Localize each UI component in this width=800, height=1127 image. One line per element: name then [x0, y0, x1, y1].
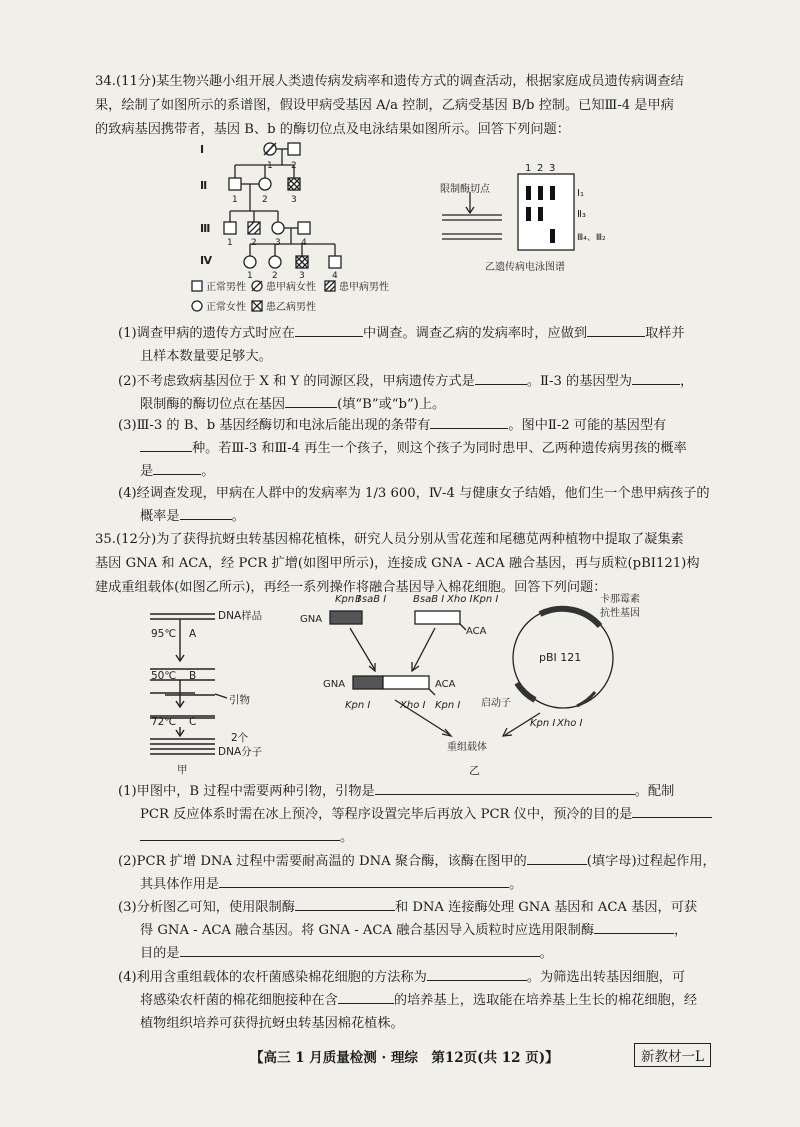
answer-blank[interactable]	[140, 826, 340, 841]
q34-intro: 34.(11分)某生物兴趣小组开展人类遗传病发病率和遗传方式的调查活动，根据家庭成员遗传病调查结 果，绘制了如图所示的系谱图，假设甲病受基因 A/a 控制，乙病受基因 B/b 控制。已知Ⅲ-4 是甲病 的致病基因携带者，基因 B、b 的酶切位点及电泳结果如图所示。回答下列问题：	[95, 74, 684, 137]
step-temp: 95℃	[151, 628, 177, 640]
answer-blank[interactable]	[295, 322, 363, 337]
svg-text:卡那霉素: 卡那霉素	[600, 594, 640, 605]
answer-blank[interactable]	[427, 966, 527, 981]
answer-blank[interactable]	[632, 370, 680, 385]
q35-sub3: (3)分析图乙可知，使用限制酶 和 DNA 连接酶处理 GNA 基因和 ACA 基因，可获 得 GNA - ACA 融合基因。将 GNA - ACA 融合基因导入质粒时应选用限制酶 ， 目的是 。	[118, 896, 758, 965]
svg-text:2: 2	[272, 271, 278, 281]
svg-text:1: 1	[227, 238, 233, 248]
svg-text:3: 3	[275, 238, 281, 248]
recombinant-label: 重组载体	[447, 742, 487, 753]
svg-text:3: 3	[549, 163, 556, 174]
svg-text:4: 4	[301, 238, 307, 248]
promoter-label: 启动子	[481, 698, 511, 709]
q34-sub2: (2)不考虑致病基因位于 X 和 Y 的同源区段，甲病遗传方式是 。Ⅱ-3 的基因型为 ， 限制酶的酶切位点在基因 (填“B”或“b”)上。	[118, 370, 758, 416]
svg-text:1: 1	[232, 195, 238, 205]
svg-text:2个: 2个	[231, 732, 249, 744]
svg-text:GNA: GNA	[300, 614, 323, 625]
kpn-label: Kpn Ⅰ	[335, 594, 361, 605]
step-temp: 50℃	[151, 670, 177, 682]
site-label: 限制酶切点	[440, 184, 490, 195]
q34-sub4: (4)经调查发现，甲病在人群中的发病率为 1/3 600，Ⅳ-4 与健康女子结婚，他们生一个患甲病孩子的 概率是 。	[118, 486, 710, 524]
answer-blank[interactable]	[295, 896, 395, 911]
answer-blank[interactable]	[430, 414, 508, 429]
svg-text:1: 1	[525, 163, 532, 174]
answer-blank[interactable]	[587, 322, 645, 337]
svg-text:2: 2	[262, 195, 268, 205]
xho-label: Xho Ⅰ	[447, 594, 473, 605]
svg-text:3: 3	[291, 195, 297, 205]
dna-sample-label: DNA样品	[218, 610, 263, 622]
svg-text:ACA: ACA	[466, 626, 487, 637]
answer-blank[interactable]	[527, 850, 587, 865]
kpn-label: Kpn Ⅰ	[435, 700, 461, 711]
gen-label: Ⅱ	[200, 179, 208, 192]
pcr-figure	[145, 605, 280, 775]
svg-text:2: 2	[537, 163, 544, 174]
primer-label: 引物	[229, 694, 250, 706]
answer-blank[interactable]	[594, 919, 674, 934]
svg-text:GNA: GNA	[323, 679, 346, 690]
vector-figure	[295, 588, 665, 778]
svg-text:4: 4	[332, 271, 338, 281]
gen-label: Ⅰ	[200, 143, 205, 156]
svg-text:ACA: ACA	[435, 679, 456, 690]
answer-blank[interactable]	[180, 505, 232, 520]
svg-text:1: 1	[247, 271, 253, 281]
kpn-label: Kpn Ⅰ	[530, 718, 556, 729]
q35-sub1: (1)甲图中，B 过程中需要两种引物，引物是 。配制 PCR 反应体系时需在冰上预冷，等程序设置完毕后再放入 PCR 仪中，预冷的目的是 。	[118, 780, 758, 849]
kpn-label: Kpn Ⅰ	[345, 700, 371, 711]
step-letter: B	[189, 670, 197, 682]
bsab-label: BsaB Ⅰ	[413, 594, 445, 605]
electrophoresis-figure	[440, 162, 620, 282]
bsab-label: BsaB Ⅰ	[355, 594, 387, 605]
gen-label: Ⅳ	[200, 254, 213, 267]
step-letter: C	[189, 716, 197, 728]
svg-text:3: 3	[299, 271, 305, 281]
legend-label: 正常男性	[206, 282, 246, 293]
step-letter: A	[189, 628, 197, 640]
legend-label: 患乙病男性	[266, 302, 316, 313]
electro-row: Ⅰ₁	[577, 188, 584, 199]
pedigree-chart	[190, 138, 440, 318]
answer-blank[interactable]	[632, 803, 712, 818]
q35-intro: 35.(12分)为了获得抗蚜虫转基因棉花植株，研究人员分别从雪花莲和尾穗苋两种植物中提取了凝集素 基因 GNA 和 ACA，经 PCR 扩增(如图甲所示)，连接成 GNA - ACA 融合基因，再与质粒(pBI121)构 建成重组载体(如图乙所示)，再经一系列操作将融合基因导入棉花细胞。回答下列问题：	[95, 532, 700, 595]
legend-label: 正常女性	[206, 302, 246, 313]
svg-text:1: 1	[267, 161, 273, 171]
answer-blank[interactable]	[285, 393, 337, 408]
step-temp: 72℃	[151, 716, 177, 728]
q35-sub2: (2)PCR 扩增 DNA 过程中需要耐高温的 DNA 聚合酶，该酶在图甲的 (填字母)过程起作用， 其具体作用是 。	[118, 850, 758, 896]
kpn-label: Kpn Ⅰ	[473, 594, 499, 605]
answer-blank[interactable]	[140, 437, 192, 452]
legend-label: 患甲病女性	[266, 282, 316, 293]
gen-label: Ⅲ	[200, 222, 211, 235]
figure-caption: 甲	[177, 764, 188, 775]
edition-badge: 新教材一L	[634, 1043, 711, 1067]
answer-blank[interactable]	[153, 460, 201, 475]
electro-caption: 乙遗传病电泳图谱	[485, 262, 565, 273]
electro-row: Ⅲ₄、Ⅲ₂	[577, 233, 606, 243]
figure-caption: 乙	[469, 764, 480, 777]
answer-blank[interactable]	[475, 370, 527, 385]
answer-blank[interactable]	[338, 989, 394, 1004]
svg-text:抗性基因: 抗性基因	[600, 608, 640, 619]
xho-label: Xho Ⅰ	[557, 718, 583, 729]
electro-row: Ⅱ₃	[577, 209, 586, 220]
xho-label: Xho Ⅰ	[400, 700, 426, 711]
q34-sub3: (3)Ⅲ-3 的 B、b 基因经酶切和电泳后能出现的条带有 。图中Ⅱ-2 可能的基因型有 种。若Ⅲ-3 和Ⅲ-4 再生一个孩子，则这个孩子为同时患甲、乙两种遗传病男孩的概率 是 。	[118, 414, 758, 483]
answer-blank[interactable]	[375, 780, 635, 795]
q35-sub4: (4)利用含重组载体的农杆菌感染棉花细胞的方法称为 。为筛选出转基因细胞，可 将感染农杆菌的棉花细胞接种在含 的培养基上，选取能在培养基上生长的棉花细胞，经 植物组织培养可获得抗蚜虫转基因棉花植株。	[118, 966, 758, 1035]
q34-sub1: (1)调查甲病的遗传方式时应在 中调查。调查乙病的发病率时，应做到 取样并 且样本数量要足够大。	[118, 322, 758, 368]
footer-title: 【高三 1 月质量检测 · 理综 第12页(共 12 页)】	[250, 1050, 559, 1066]
plasmid-label: pBI 121	[539, 651, 582, 664]
answer-blank[interactable]	[219, 873, 509, 888]
legend-label: 患甲病男性	[339, 282, 389, 293]
answer-blank[interactable]	[180, 942, 540, 957]
svg-text:2: 2	[251, 238, 257, 248]
svg-text:2: 2	[291, 161, 297, 171]
svg-text:DNA分子: DNA分子	[218, 746, 263, 758]
